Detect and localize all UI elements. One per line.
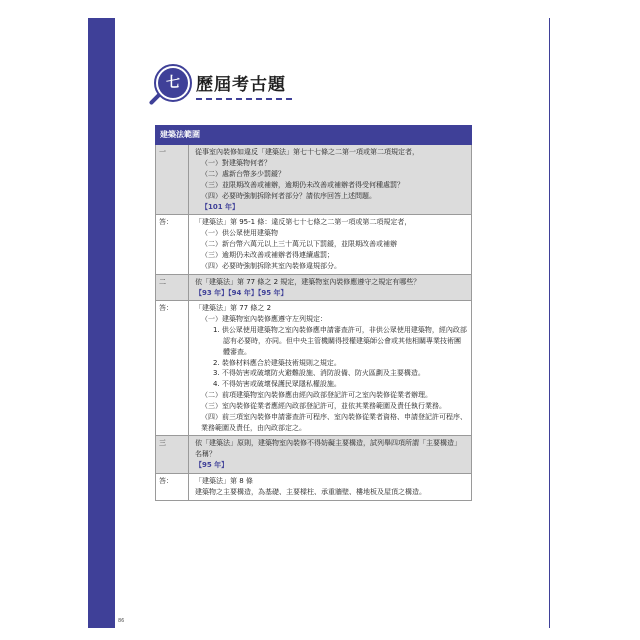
answer-subitem: 2. 裝修材料應合於建築技術規則之規定。 [213,358,341,367]
page-number: 86 [118,618,125,624]
question-number: 二 [156,274,189,301]
question-item: （四）必要時強制拆除何者部分？請依序回答上述問題。 [201,191,376,200]
answer-text [189,215,472,274]
answer-title: 「建築法」第 77 條之 2 [195,304,272,313]
answer-line: （二）前項建築物室內裝修應由經內政部登記許可之室內裝修從業者辦理。 [201,391,432,400]
answer-subitem: 1. 供公眾使用建築物之室內裝修應申請審查許可，非供公眾使用建築物，經內政部認有必要時，亦同。但中央主管機關得授權建築師公會或其他相關專業技術團體審查。 [213,326,467,356]
answer-line: （一）供公眾使用建築物 [201,229,278,238]
answer-line: 「建築法」第 95-1 條：違反第七十七條之二第一項或第二項規定者， [195,218,412,227]
heading-badge: 七 [158,68,188,98]
question-text [189,436,472,474]
answer-line: （四）必要時強制拆除其室內裝修違規部分。 [201,261,341,270]
section-label: 建築法範圍 [156,126,472,145]
heading-underline [196,98,292,100]
question-years: 【101 年】 [201,202,240,211]
answer-line: （一）建築物室內裝修應遵守左列規定： [201,315,327,324]
answer-text [189,474,472,501]
question-item: （二）處新台幣多少罰鍰？ [201,170,285,179]
question-text [189,145,472,215]
answer-subitem: 4. 不得妨害或破壞保護民眾隱私權設施。 [213,380,341,389]
answer-line: 建築物之主要構造，為基礎、主要樑柱、承重牆壁、樓地板及屋頂之構造。 [195,487,426,496]
section-heading [148,64,348,108]
answer-row [156,215,472,274]
answer-line: （二）新台幣六萬元以上三十萬元以下罰鍰，並限期改善或補辦 [201,240,397,249]
answer-title: 「建築法」第 8 條 [195,477,253,486]
question-text [189,274,472,301]
answer-line: （三）室內裝修從業者應經內政部登記許可，並依其業務範圍及責任執行業務。 [201,401,446,410]
answer-row [156,301,472,436]
question-years: 【95 年】 [195,461,229,470]
answer-text [189,301,472,436]
answer-label: 答： [156,301,189,436]
answer-row [156,474,472,501]
answer-line: （四）前三項室內裝修申請審查許可程序、室內裝修從業者資格、申請登記許可程序、業務範圍及責任，由內政部定之。 [201,412,467,432]
question-row [156,274,472,301]
question-row [156,436,472,474]
answer-line: （三）逾期仍未改善或補辦者得連續處罰； [201,250,334,259]
question-item: （三）並限期改善或補辦，逾期仍未改善或補辦者得受何種處罰？ [201,180,404,189]
question-years: 【93 年】【94 年】【95 年】 [195,288,288,297]
table-header-row [156,126,472,145]
exam-table [155,125,472,501]
question-stem: 從事室內裝修如違反「建築法」第七十七條之二第一項或第二項規定者， [195,148,419,157]
question-stem: 依「建築法」原則，建築物室內裝修不得妨礙主要構造，試列舉四項所謂「主要構造」名稱？ [195,439,461,459]
question-row [156,145,472,215]
question-number: 一 [156,145,189,215]
question-number: 三 [156,436,189,474]
answer-subitem: 3. 不得妨害或破壞防火避難設施、消防設備、防火區劃及主要構造。 [213,369,425,378]
answer-label: 答： [156,474,189,501]
question-item: （一）對建築物何者？ [201,159,271,168]
heading-title: 歷屆考古題 [196,75,286,95]
answer-label: 答： [156,215,189,274]
question-stem: 依「建築法」第 77 條之 2 規定，建築物室內裝修應遵守之規定有哪些？ [195,277,421,286]
magnifier-handle-icon [149,93,162,106]
